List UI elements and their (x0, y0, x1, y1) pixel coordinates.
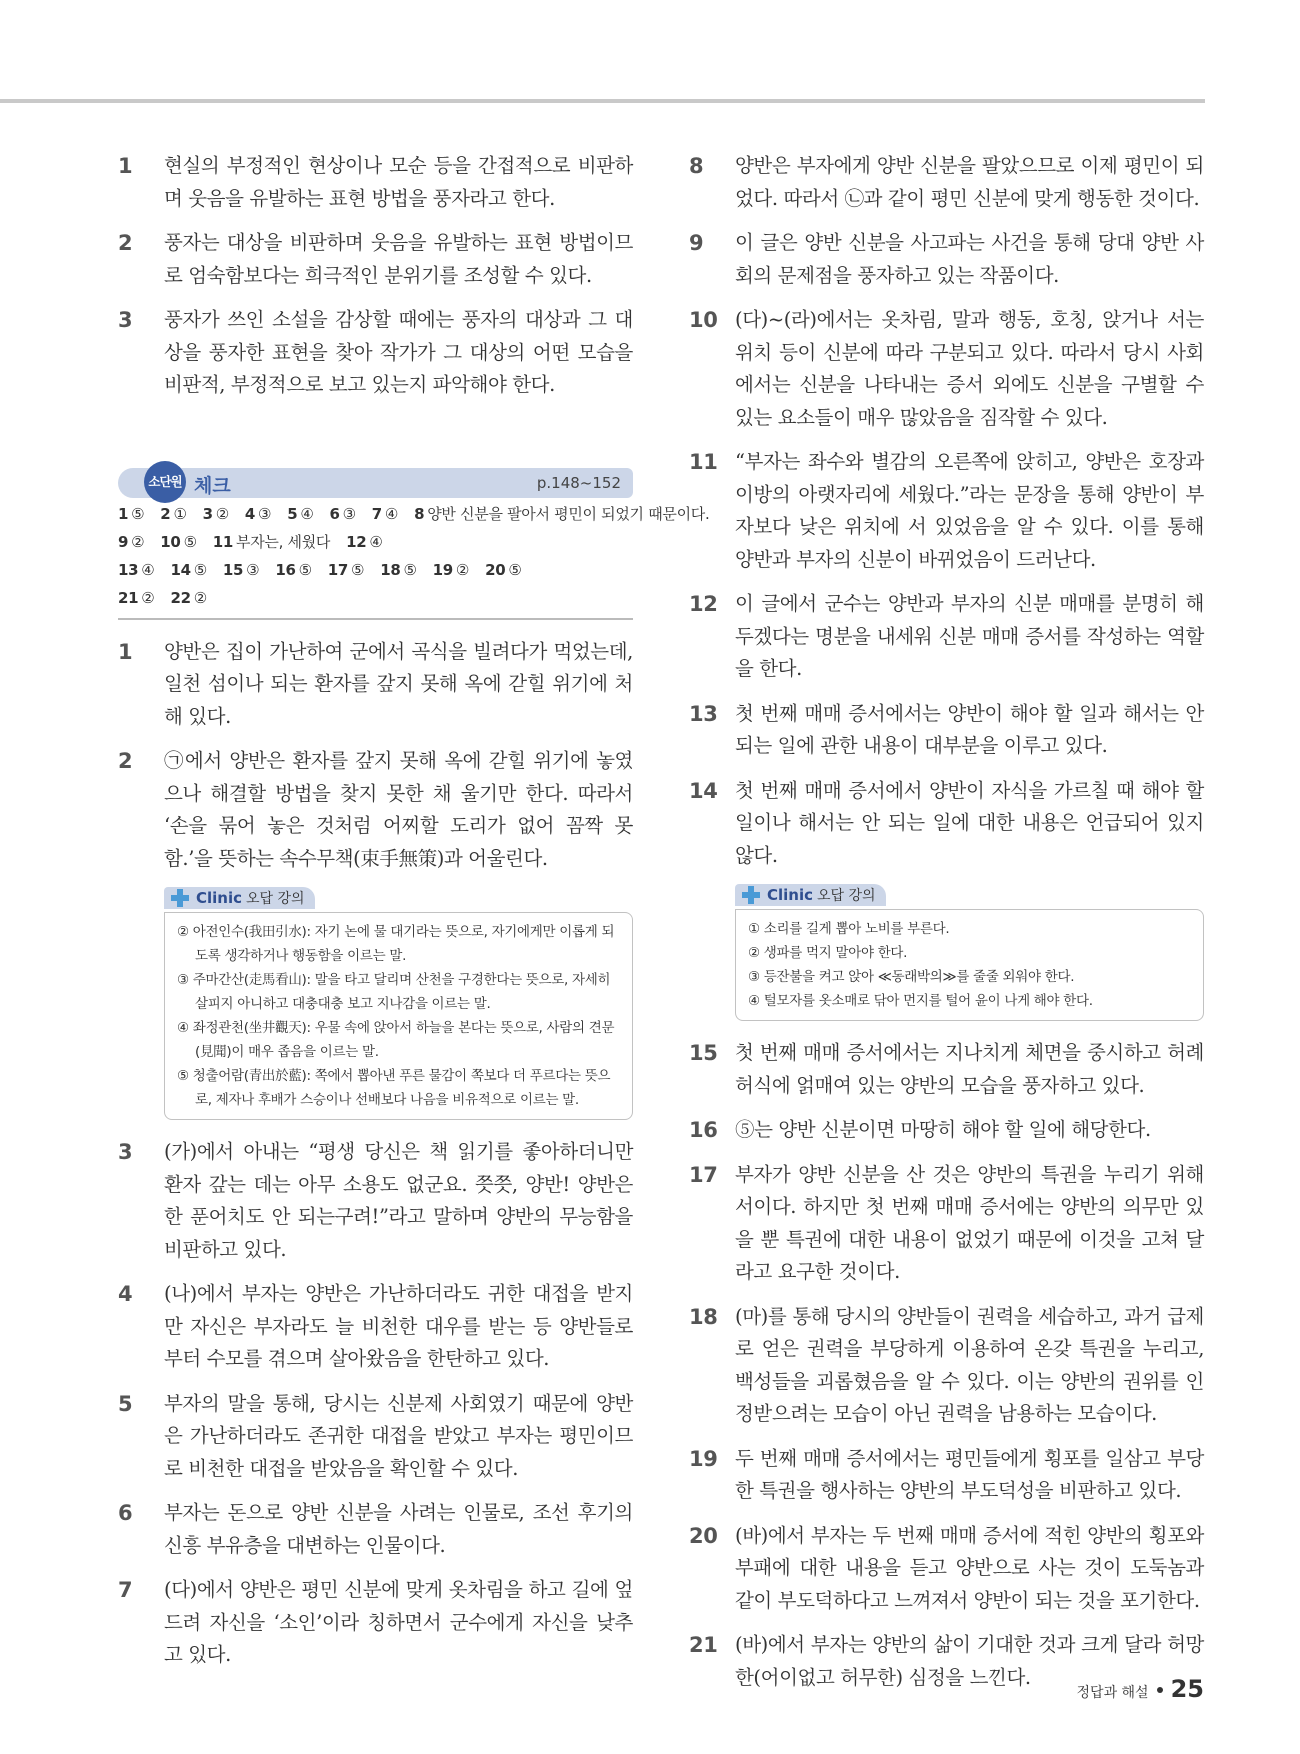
explanation-item (689, 1114, 1204, 1147)
answer-value: ⑤ (403, 560, 417, 579)
clinic-tab (164, 887, 315, 909)
item-text: (마)를 통해 당시의 양반들이 권력을 세습하고, 과거 급제로 얻은 권력을 부당하게 이용하여 온갖 특권을 누리고, 백성들을 괴롭혔음을 알 수 있다. 이는 양반의 권위를 인정받으려는 모습이 아닌 권력을 남용하는 모습이다. (735, 1304, 1204, 1425)
item-text: 풍자가 쓰인 소설을 감상할 때에는 풍자의 대상과 그 대상을 풍자한 표현을 찾아 작가가 그 대상의 어떤 모습을 비판적, 부정적으로 보고 있는지 파악해야 한다. (164, 308, 633, 396)
right-explanations-a (689, 150, 1204, 872)
clinic-item: ③ 등잔불을 켜고 앉아 ≪동래박의≫를 줄줄 외워야 한다. (748, 969, 1075, 985)
answer-number: 10 (160, 532, 181, 551)
answer-number: 19 (432, 560, 453, 579)
item-number: 9 (689, 231, 704, 255)
answer-pair (328, 561, 364, 579)
explanation-item (118, 636, 633, 734)
plus-icon (170, 888, 190, 908)
answer-value: 양반 신분을 팔아서 평민이 되었기 때문이다. (427, 504, 710, 523)
item-text: 부자가 양반 신분을 산 것은 양반의 특권을 누리기 위해서이다. 하지만 첫 번째 매매 증서에는 양반의 의무만 있을 뿐 특권에 대한 내용이 없었기 때문에 이것을 고쳐 달라고 요구한 것이다. (735, 1162, 1204, 1283)
clinic-item: ④ 털모자를 옷소매로 닦아 먼지를 털어 윤이 나게 해야 한다. (748, 993, 1093, 1009)
item-number: 16 (689, 1118, 718, 1142)
item-number: 13 (689, 701, 718, 726)
item-number: 5 (118, 1391, 133, 1416)
clinic-item: ② 아전인수(我田引水): 자기 논에 물 대기라는 뜻으로, 자기에게만 이롭게 되도록 생각하거나 행동함을 이르는 말. (177, 924, 615, 964)
item-number: 1 (118, 639, 133, 664)
answer-key (118, 498, 710, 620)
item-number: 3 (118, 1140, 133, 1164)
answer-pair (485, 561, 521, 579)
answer-pair (118, 561, 154, 579)
explanation-item (118, 150, 633, 215)
clinic-left (164, 887, 633, 1120)
answer-number: 9 (118, 532, 129, 551)
check-pages: p.148~152 (536, 473, 621, 492)
item-number: 4 (118, 1282, 133, 1306)
item-text: ⑤는 양반 신분이면 마땅히 해야 할 일에 해당한다. (735, 1118, 1151, 1141)
answer-pair (414, 505, 709, 523)
answer-line (118, 500, 710, 528)
item-number: 18 (689, 1304, 718, 1329)
item-number: 7 (118, 1578, 133, 1602)
explanation-item (689, 1443, 1204, 1508)
answer-pair (245, 505, 271, 523)
answer-number: 2 (160, 504, 171, 523)
check-header (118, 468, 633, 498)
item-text: 이 글은 양반 신분을 사고파는 사건을 통해 당대 양반 사회의 문제점을 풍자하고 있는 작품이다. (735, 231, 1204, 287)
item-text: (바)에서 부자는 두 번째 매매 증서에 적힌 양반의 횡포와 부패에 대한 내용을 듣고 양반으로 사는 것이 도둑놈과 같이 부도덕하다고 느껴져서 양반이 되는 것을 포기한다. (735, 1523, 1204, 1612)
answer-number: 17 (327, 560, 349, 579)
answer-pair (275, 561, 311, 579)
answer-number: 14 (170, 560, 191, 579)
explanation-item (118, 1574, 633, 1672)
answer-number: 22 (170, 588, 191, 607)
answer-number: 18 (380, 560, 401, 579)
explanation-item (689, 1301, 1204, 1431)
item-number: 17 (689, 1162, 718, 1187)
right-explanations-b (689, 1037, 1204, 1694)
answer-pair (380, 561, 416, 579)
item-number: 10 (689, 308, 718, 332)
answer-value: ⑤ (193, 560, 207, 579)
item-text: ㉠에서 양반은 환자를 갚지 못해 옥에 갇힐 위기에 놓였으나 해결할 방법을 찾지 못한 채 울기만 한다. 따라서 ‘손을 묶어 놓은 것처럼 어찌할 도리가 없어 꼼짝 못함.’을 뜻하는 속수무책(束手無策)과 어울린다. (164, 749, 633, 870)
item-text: (바)에서 부자는 양반의 삶이 기대한 것과 크게 달라 허망한(어이없고 허무한) 심정을 느낀다. (735, 1633, 1204, 1689)
clinic-label: 오답 강의 (246, 891, 305, 907)
item-text: “부자는 좌수와 별감의 오른쪽에 앉히고, 양반은 호장과 이방의 아랫자리에 세웠다.”라는 문장을 통해 양반이 부자보다 낮은 위치에 서 있었음을 알 수 있다. 이를 통해 양반과 부자의 신분이 바뀌었음이 드러난다. (735, 450, 1204, 571)
answer-pair (223, 561, 259, 579)
explanation-item (118, 1278, 633, 1376)
answer-number: 15 (222, 560, 244, 579)
item-number: 14 (689, 778, 718, 803)
explanation-item (118, 304, 633, 402)
item-text: 양반은 부자에게 양반 신분을 팔았으므로 이제 평민이 되었다. 따라서 ㉡과 같이 평민 신분에 맞게 행동한 것이다. (735, 154, 1204, 210)
answer-pair (118, 589, 154, 607)
explanation-item (689, 227, 1204, 292)
answer-value: ⑤ (351, 560, 365, 579)
explanation-item (689, 446, 1204, 576)
answer-number: 5 (287, 504, 298, 523)
item-number: 20 (689, 1523, 718, 1548)
explanation-item (689, 150, 1204, 215)
answer-pair (160, 533, 196, 551)
answer-pair (372, 505, 398, 523)
clinic-brand: Clinic (196, 889, 243, 907)
explanation-item (118, 1497, 633, 1562)
answer-number: 3 (202, 504, 213, 523)
answer-value: ① (173, 504, 187, 523)
item-text: (가)에서 아내는 “평생 당신은 책 읽기를 좋아하더니만 환자 갚는 데는 아무 소용도 없군요. 쯧쯧, 양반! 양반은 한 푼어치도 안 되는구려!”라고 말하며 양반의 무능함을 비판하고 있다. (164, 1140, 633, 1261)
answer-value: ② (141, 588, 155, 607)
answer-pair (287, 505, 313, 523)
item-number: 11 (689, 450, 718, 474)
clinic-tab (735, 884, 886, 906)
answer-value: ② (455, 560, 470, 579)
item-number: 6 (118, 1501, 133, 1525)
intro-answers (118, 150, 633, 402)
footer-dot (1157, 1687, 1163, 1693)
item-text: 첫 번째 매매 증서에서는 양반이 해야 할 일과 해서는 안 되는 일에 관한 내용이 대부분을 이루고 있다. (735, 701, 1204, 757)
answer-value: ② (215, 504, 229, 523)
check-badge: 소단원 (144, 461, 186, 503)
answer-pair (203, 505, 229, 523)
page-number: 25 (1170, 1675, 1204, 1703)
explanation-item (689, 1037, 1204, 1102)
item-number: 2 (118, 231, 133, 255)
answer-value: ② (193, 588, 207, 607)
answer-value: ④ (141, 560, 155, 579)
explanation-item (689, 698, 1204, 763)
answer-pair (213, 533, 330, 551)
answer-number: 16 (275, 560, 296, 579)
item-text: 부자의 말을 통해, 당시는 신분제 사회였기 때문에 양반은 가난하더라도 존귀한 대접을 받았고 부자는 평민이므로 비천한 대접을 받았음을 확인할 수 있다. (164, 1391, 633, 1480)
item-number: 3 (118, 308, 133, 332)
answer-pair (433, 561, 469, 579)
answer-line (118, 556, 633, 584)
answer-pair (118, 505, 144, 523)
footer-label: 정답과 해설 (1076, 1685, 1149, 1701)
answer-number: 4 (244, 504, 256, 523)
answer-value: ③ (246, 560, 260, 579)
answer-number: 11 (212, 532, 234, 551)
item-number: 15 (689, 1041, 718, 1065)
clinic-box (735, 909, 1204, 1021)
answer-pair (118, 533, 144, 551)
item-text: 이 글에서 군수는 양반과 부자의 신분 매매를 분명히 해 두겠다는 명분을 내세워 신분 매매 증서를 작성하는 역할을 한다. (735, 592, 1204, 680)
item-text: 첫 번째 매매 증서에서 양반이 자식을 가르칠 때 해야 할 일이나 해서는 안 되는 일에 대한 내용은 언급되어 있지 않다. (735, 778, 1204, 867)
clinic-label: 오답 강의 (817, 888, 876, 904)
clinic-item: ⑤ 청출어람(青出於藍): 쪽에서 뽑아낸 푸른 물감이 쪽보다 더 푸르다는 뜻으로, 제자나 후배가 스승이나 선배보다 나음을 비유적으로 이르는 말. (177, 1068, 611, 1108)
answer-value: 부자는, 세웠다 (236, 532, 331, 551)
item-text: 두 번째 매매 증서에서는 평민들에게 횡포를 일삼고 부당한 특권을 행사하는 양반의 부도덕성을 비판하고 있다. (735, 1446, 1204, 1502)
explanation-item (118, 227, 633, 292)
item-text: (다)에서 양반은 평민 신분에 맞게 옷차림을 하고 길에 엎드려 자신을 ‘소인’이라 칭하면서 군수에게 자신을 낮추고 있다. (164, 1578, 633, 1666)
clinic-brand: Clinic (767, 886, 814, 904)
clinic-right (735, 884, 1204, 1021)
item-number: 1 (118, 154, 133, 178)
top-rule (0, 99, 1205, 103)
answer-value: ③ (258, 504, 272, 523)
item-text: (다)~(라)에서는 옷차림, 말과 행동, 호칭, 앉거나 서는 위치 등이 신분에 따라 구분되고 있다. 따라서 당시 사회에서는 신분을 나타내는 증서 외에도 신분을 구별할 수 있는 요소들이 매우 많았음을 짐작할 수 있다. (735, 308, 1204, 429)
explanation-item (689, 1159, 1204, 1289)
left-column (118, 150, 710, 1684)
item-number: 19 (689, 1446, 718, 1471)
explanation-item (689, 588, 1204, 686)
answer-pair (170, 561, 206, 579)
item-number: 21 (689, 1633, 718, 1657)
clinic-box (164, 912, 633, 1120)
answer-number: 6 (329, 504, 340, 523)
item-text: (나)에서 부자는 양반은 가난하더라도 귀한 대접을 받지만 자신은 부자라도 늘 비천한 대우를 받는 등 양반들로부터 수모를 겪으며 살아왔음을 한탄하고 있다. (164, 1282, 633, 1370)
answer-value: ④ (300, 504, 314, 523)
explanation-item (118, 745, 633, 875)
answer-pair (329, 505, 355, 523)
item-text: 부자는 돈으로 양반 신분을 사려는 인물로, 조선 후기의 신흥 부유층을 대변하는 인물이다. (164, 1501, 633, 1557)
item-text: 첫 번째 매매 증서에서는 지나치게 체면을 중시하고 허례허식에 얽매여 있는 양반의 모습을 풍자하고 있다. (735, 1041, 1204, 1097)
answer-line (118, 584, 633, 612)
plus-icon (741, 885, 761, 905)
item-number: 2 (118, 749, 133, 773)
answer-value: ④ (369, 532, 383, 551)
item-number: 12 (689, 592, 718, 616)
answer-value: ⑤ (131, 504, 145, 523)
item-number: 8 (689, 154, 704, 178)
answer-line (118, 528, 633, 556)
answer-value: ⑤ (508, 560, 522, 579)
answer-pair (346, 533, 382, 551)
answer-number: 8 (414, 504, 425, 523)
clinic-item: ② 생파를 먹지 말아야 한다. (748, 945, 908, 961)
left-explanations-2 (118, 1136, 633, 1672)
explanation-item (689, 775, 1204, 873)
answer-pair (170, 589, 206, 607)
explanation-item (689, 1520, 1204, 1618)
answer-value: ③ (342, 504, 356, 523)
answer-value: ④ (384, 504, 399, 523)
answer-number: 13 (118, 560, 139, 579)
page-footer (1077, 1675, 1204, 1703)
explanation-item (118, 1388, 633, 1486)
item-text: 양반은 집이 가난하여 군에서 곡식을 빌려다가 먹었는데, 일천 섬이나 되는 환자를 갚지 못해 옥에 갇힐 위기에 처해 있다. (164, 639, 633, 728)
item-text: 현실의 부정적인 현상이나 모순 등을 간접적으로 비판하며 웃음을 유발하는 표현 방법을 풍자라고 한다. (164, 154, 633, 210)
answer-value: ② (131, 532, 145, 551)
answer-value: ⑤ (298, 560, 312, 579)
answer-number: 21 (118, 588, 139, 607)
clinic-item: ④ 좌정관천(坐井觀天): 우물 속에 앉아서 하늘을 본다는 뜻으로, 사람의 견문(見聞)이 매우 좁음을 이르는 말. (177, 1020, 615, 1060)
right-column (689, 150, 1204, 1706)
clinic-item: ③ 주마간산(走馬看山): 말을 타고 달리며 산천을 구경한다는 뜻으로, 자세히 살피지 아니하고 대충대충 보고 지나감을 이르는 말. (177, 972, 611, 1012)
answer-number: 12 (346, 532, 367, 551)
answer-number: 7 (371, 504, 382, 523)
answer-number: 20 (485, 560, 506, 579)
check-title: 체크 (194, 474, 231, 497)
answer-pair (160, 505, 186, 523)
left-explanations-1 (118, 636, 633, 876)
explanation-item (118, 1136, 633, 1266)
clinic-item: ① 소리를 길게 뽑아 노비를 부른다. (748, 921, 950, 937)
answer-number: 1 (118, 504, 129, 523)
answer-value: ⑤ (183, 532, 197, 551)
item-text: 풍자는 대상을 비판하며 웃음을 유발하는 표현 방법이므로 엄숙함보다는 희극적인 분위기를 조성할 수 있다. (164, 231, 633, 287)
explanation-item (689, 304, 1204, 434)
